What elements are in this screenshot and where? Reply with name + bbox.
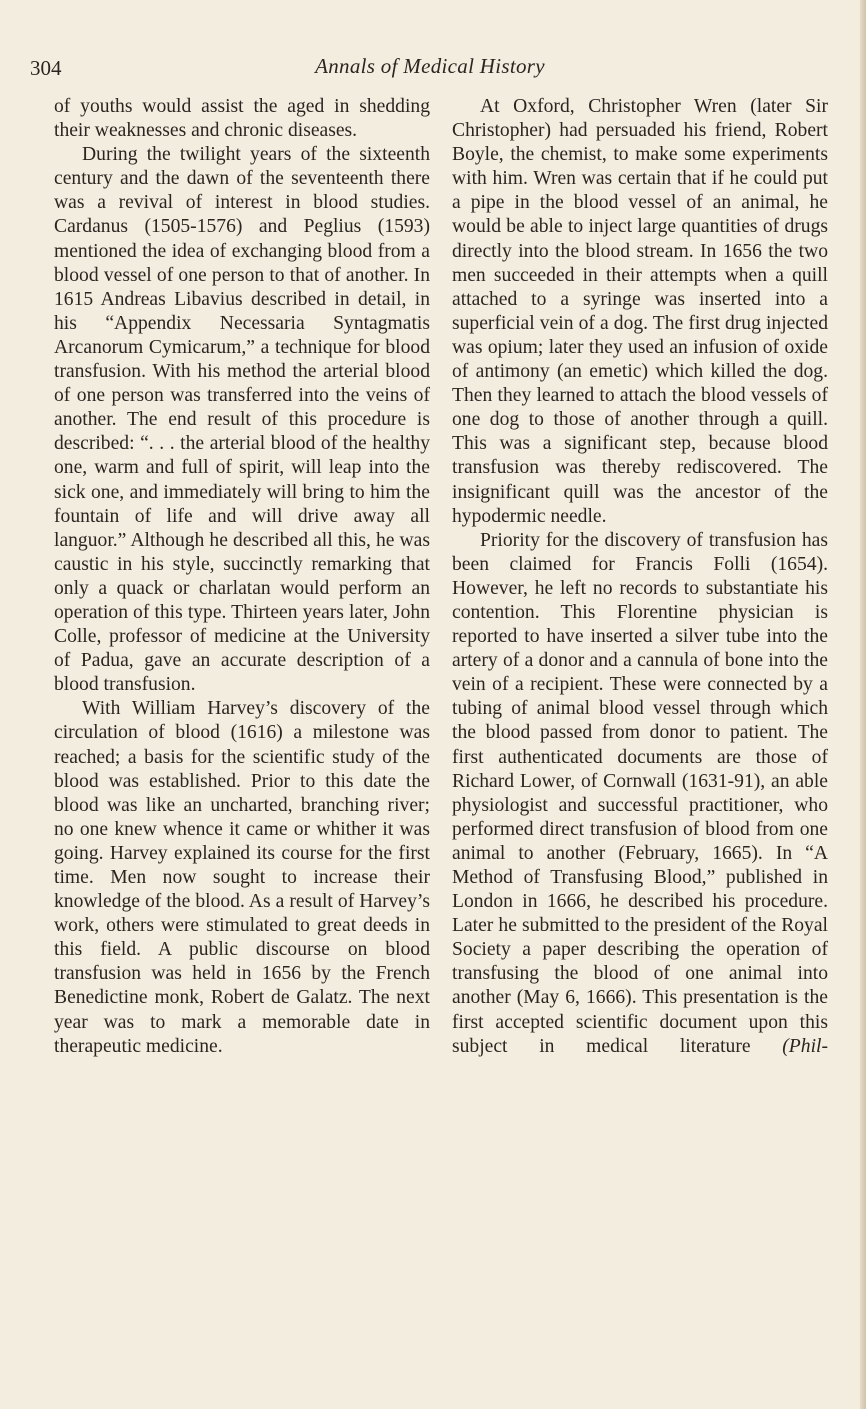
paragraph-priority-citation: (Phil- [782, 1035, 828, 1057]
page-header [30, 52, 830, 86]
right-column [452, 95, 828, 1059]
left-column [54, 95, 430, 1059]
page-edge [860, 0, 866, 1409]
paragraph-oxford: At Oxford, Christopher Wren (later Sir Christopher) had persuaded his friend, Robert Boyle, the chemist, to make some experiments with him. Wren was certain that if he could put a pipe in the blood vessel of an animal, he would be able to inject large quantities of drugs directly into the blood stream. In 1656 the two men succeeded in their attempts when a quill attached to a syringe was inserted into a superficial vein of a dog. The first drug injected was opium; later they used an infusion of oxide of antimony (an emetic) which killed the dog. Then they learned to attach the blood vessels of one dog to those of another through a quill. This was a significant step, because blood transfusion was thereby rediscovered. The insignificant quill was the ancestor of the hypodermic needle. [452, 96, 828, 527]
paragraph-priority-text: Priority for the discovery of transfusion has been claimed for Francis Folli (1654). However, he left no records to substantiate his contention. This Florentine physician is reported to have inserted a silver tube into the artery of a donor and a cannula of bone into the vein of a recipient. These were connected by a tubing of animal blood vessel through which the blood passed from donor to patient. The first authenticated documents are those of Richard Lower, of Cornwall (1631-91), an able physiologist and successful practitioner, who performed direct transfusion of blood from one animal to another (February, 1665). In “A Method of Transfusing Blood,” published in London in 1666, he described his procedure. Later he submitted to the president of the Royal Society a paper describing the operation of transfusing the blood of one animal into another (May 6, 1666). This presentation is the first accepted scientific document upon this subject in medical literature [452, 529, 828, 1057]
paragraph-priority [452, 529, 828, 1059]
running-title: Annals of Medical History [315, 54, 545, 78]
paragraph-renaissance: During the twilight years of the sixteenth century and the dawn of the seventeenth there was a revival of interest in blood studies. Cardanus (1505-1576) and Peglius (1593) mentioned the idea of exchanging blood from a blood vessel of one person to that of another. In 1615 Andreas Libavius described in detail, in his “Appendix Necessaria Syntagmatis Arcanorum Cymicarum,” a technique for blood transfusion. With his method the arterial blood of one person was transferred into the veins of another. The end result of this procedure is described: “. . . the arterial blood of the healthy one, warm and full of spirit, will leap into the sick one, and immediately will bring to him the fountain of life and will drive away all languor.” Although he described all this, he was caustic in his style, succinctly remarking that only a quack or charlatan would perform an operation of this type. Thirteen years later, John Colle, professor of medicine at the University of Padua, gave an accurate description of a blood transfusion. [54, 144, 430, 696]
paragraph-continuation: of youths would assist the aged in shedding their weaknesses and chronic diseases. [54, 96, 430, 142]
page-number: 304 [30, 56, 62, 80]
paragraph-harvey: With William Harvey’s discovery of the circulation of blood (1616) a milestone was reached; a basis for the scientific study of the blood was established. Prior to this date the blood was like an uncharted, branching river; no one knew whence it came or whither it was going. Harvey explained its course for the first time. Men now sought to increase their knowledge of the blood. As a result of Harvey’s work, others were stimulated to great deeds in this field. A public discourse on blood transfusion was held in 1656 by the French Benedictine monk, Robert de Galatz. The next year was to mark a memorable date in therapeutic medicine. [54, 698, 430, 1057]
